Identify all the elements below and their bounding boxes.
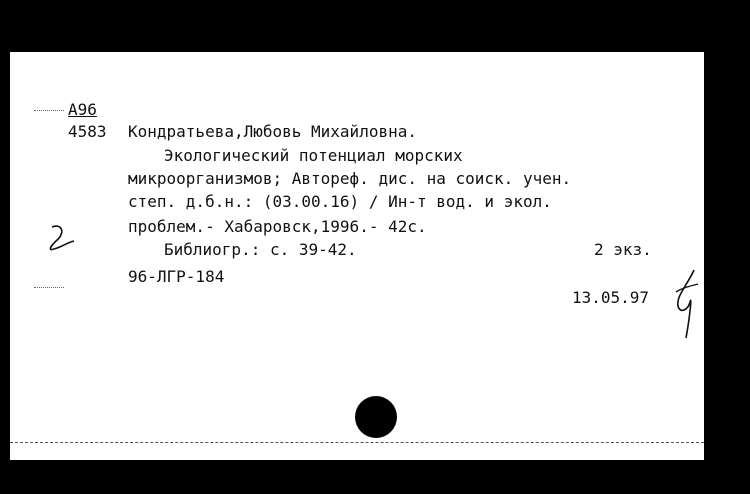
punch-hole bbox=[355, 396, 397, 438]
bibliography-note: Библиогр.: с. 39-42. bbox=[164, 240, 357, 259]
title-line-3: степ. д.б.н.: (03.00.16) / Ин-т вод. и экол. bbox=[128, 192, 552, 211]
handwritten-mark-icon bbox=[40, 217, 80, 257]
title-line-1: Экологический потенциал морских bbox=[164, 146, 463, 165]
catalog-card bbox=[10, 52, 704, 460]
copies-count: 2 экз. bbox=[594, 240, 652, 259]
title-line-4: проблем.- Хабаровск,1996.- 42с. bbox=[128, 217, 427, 236]
dotted-mark bbox=[34, 287, 64, 288]
date-stamp: 13.05.97 bbox=[572, 288, 650, 307]
bottom-rule bbox=[10, 442, 704, 443]
registration-code: 96-ЛГР-184 bbox=[128, 267, 225, 286]
shelf-code: А96 bbox=[68, 100, 97, 119]
inventory-number: 4583 bbox=[68, 122, 107, 141]
author-heading: Кондратьева,Любовь Михайловна. bbox=[128, 122, 417, 141]
title-line-2: микроорганизмов; Автореф. дис. на соиск. учен. bbox=[128, 169, 572, 188]
handwritten-signature-icon bbox=[668, 266, 704, 342]
dotted-mark bbox=[34, 110, 64, 111]
